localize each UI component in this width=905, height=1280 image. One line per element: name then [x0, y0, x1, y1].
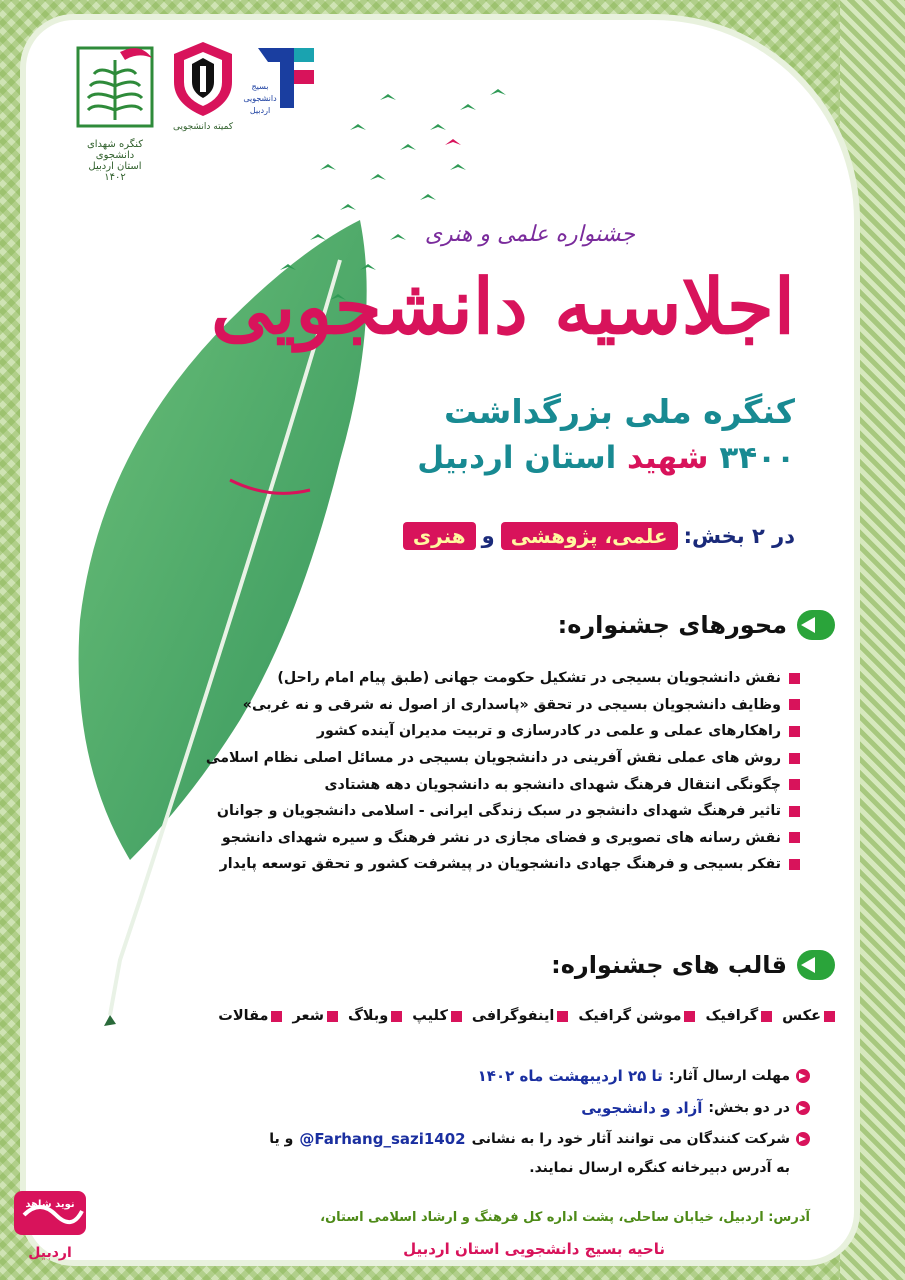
square-bullet-icon — [761, 1011, 772, 1022]
parts-label: در دو بخش: — [708, 1100, 790, 1116]
list-item — [219, 851, 800, 878]
list-item-text: نقش دانشجویان بسیجی در تشکیل حکومت جهانی (طبق پیام امام راحل) — [277, 670, 781, 687]
submit-text: شرکت کنندگان می توانند آثار خود را به نشانی — [471, 1131, 790, 1147]
format-label: مقالات — [218, 1008, 269, 1024]
format-label: کلیپ — [412, 1008, 448, 1024]
province-name: استان اردبیل — [417, 440, 617, 476]
congress-title: کنگره ملی بزرگداشت — [444, 392, 795, 431]
organizer: ناحیه بسیج دانشجویی استان اردبیل — [403, 1240, 665, 1258]
list-item-text: وظایف دانشجویان بسیجی در تحقق «پاسداری از اصول نه شرقی و نه غربی» — [242, 696, 781, 713]
play-bullet-icon — [796, 1101, 810, 1115]
list-item — [280, 771, 800, 798]
formats-list — [218, 1008, 835, 1024]
square-bullet-icon — [789, 753, 800, 764]
sections-line — [403, 522, 795, 550]
sections-prefix: در ۲ بخش: — [683, 524, 795, 548]
list-item-text: راهکارهای عملی و علمی در کادرسازی و تربیت مدیران آینده کشور — [316, 723, 781, 740]
sections-and: و — [481, 524, 495, 548]
list-item — [277, 665, 800, 692]
square-bullet-icon — [789, 806, 800, 817]
student-committee-logo — [168, 38, 238, 153]
square-bullet-icon — [271, 1011, 282, 1022]
section-scientific-badge: علمی، پژوهشی — [501, 522, 678, 550]
basij-line1: بسیج — [251, 82, 269, 91]
square-bullet-icon — [789, 832, 800, 843]
square-bullet-icon — [824, 1011, 835, 1022]
square-bullet-icon — [327, 1011, 338, 1022]
formats-heading-text: قالب های جشنواره: — [551, 951, 787, 979]
arrow-icon — [797, 610, 835, 640]
list-item — [221, 825, 800, 852]
square-bullet-icon — [451, 1011, 462, 1022]
square-bullet-icon — [789, 699, 800, 710]
format-item — [705, 1008, 772, 1024]
festival-subtitle: جشنواره علمی و هنری — [424, 222, 635, 247]
axes-list — [205, 665, 800, 878]
arrow-icon — [797, 950, 835, 980]
list-item-text: روش های عملی نقش آفرینی در دانشجویان بسیجی در مسائل اصلی نظام اسلامی — [205, 750, 781, 767]
watermark-brand: نوید شاهد — [25, 1199, 75, 1210]
page-title: اجلاسیه دانشجویی — [211, 262, 795, 351]
list-item-text: چگونگی انتقال فرهنگ شهدای دانشجو به دانشجویان دهه هشتادی — [324, 776, 781, 793]
formats-heading — [551, 950, 835, 980]
format-item — [578, 1008, 695, 1024]
axes-heading — [558, 610, 835, 640]
square-bullet-icon — [557, 1011, 568, 1022]
watermark-region: اردبیل — [28, 1245, 72, 1261]
submit-or: و یا — [269, 1131, 294, 1147]
address: آدرس: اردبیل، خیابان ساحلی، پشت اداره کل فرهنگ و ارشاد اسلامی استان، — [320, 1210, 810, 1225]
martyrs-line — [417, 440, 795, 476]
play-bullet-icon — [796, 1132, 810, 1146]
list-item — [280, 718, 800, 745]
list-item — [242, 692, 800, 719]
format-item — [218, 1008, 282, 1024]
submit-text-2: به آدرس دبیرخانه کنگره ارسال نمایند. — [529, 1160, 790, 1176]
basij-line3: اردبیل — [249, 106, 271, 115]
martyrs-word: شهید — [627, 440, 709, 476]
play-bullet-icon — [796, 1069, 810, 1083]
martyrs-count: ۳۴۰۰ — [719, 440, 795, 476]
square-bullet-icon — [391, 1011, 402, 1022]
book-leaf-icon — [70, 40, 160, 135]
format-label: اینفوگرافی — [471, 1008, 555, 1024]
parts-value: آزاد و دانشجویی — [581, 1099, 703, 1117]
list-item-text: نقش رسانه های تصویری و فضای مجازی در نشر فرهنگ و سیره شهدای دانشجو — [221, 829, 781, 846]
square-bullet-icon — [789, 673, 800, 684]
format-item — [412, 1008, 462, 1024]
committee-caption: کمیته دانشجویی — [172, 122, 234, 132]
format-label: موشن گرافیک — [578, 1008, 682, 1024]
format-label: وبلاگ — [347, 1008, 389, 1024]
deadline-value: تا ۲۵ اردیبهشت ماه ۱۴۰۲ — [477, 1067, 663, 1085]
list-item — [205, 745, 800, 772]
square-bullet-icon — [684, 1011, 695, 1022]
list-item-text: تاثیر فرهنگ شهدای دانشجو در سبک زندگی ایرانی - اسلامی دانشجویان و جوانان — [216, 803, 781, 820]
congress-logo-year: ۱۴۰۲ — [104, 172, 126, 183]
basij-line2: دانشجویی — [243, 94, 277, 103]
submit-line — [269, 1130, 810, 1148]
watermark-emblem-icon — [10, 1185, 90, 1241]
format-item — [782, 1008, 835, 1024]
congress-logo — [70, 40, 160, 183]
submit-handle-link[interactable]: @Farhang_sazi1402 — [299, 1130, 466, 1148]
format-item — [472, 1008, 568, 1024]
axes-heading-text: محورهای جشنواره: — [557, 611, 787, 639]
congress-logo-line1: کنگره شهدای دانشجوی — [86, 139, 144, 161]
congress-logo-line2: استان اردبیل — [88, 161, 142, 172]
deadline-line — [478, 1067, 810, 1085]
square-bullet-icon — [789, 726, 800, 737]
shield-emblem-icon — [168, 38, 238, 118]
section-art-badge: هنری — [403, 522, 476, 550]
square-bullet-icon — [789, 779, 800, 790]
submit-line-2 — [529, 1160, 790, 1176]
deadline-label: مهلت ارسال آثار: — [668, 1068, 790, 1084]
list-item-text: تفکر بسیجی و فرهنگ جهادی دانشجویان در پیشرفت کشور و تحقق توسعه پایدار — [219, 856, 781, 873]
format-label: عکس — [782, 1008, 821, 1024]
list-item — [216, 798, 800, 825]
format-item — [292, 1008, 337, 1024]
format-label: گرافیک — [705, 1008, 759, 1024]
watermark-logo — [10, 1185, 90, 1265]
format-label: شعر — [292, 1008, 324, 1024]
format-item — [348, 1008, 402, 1024]
parts-line — [581, 1099, 810, 1117]
square-bullet-icon — [789, 859, 800, 870]
